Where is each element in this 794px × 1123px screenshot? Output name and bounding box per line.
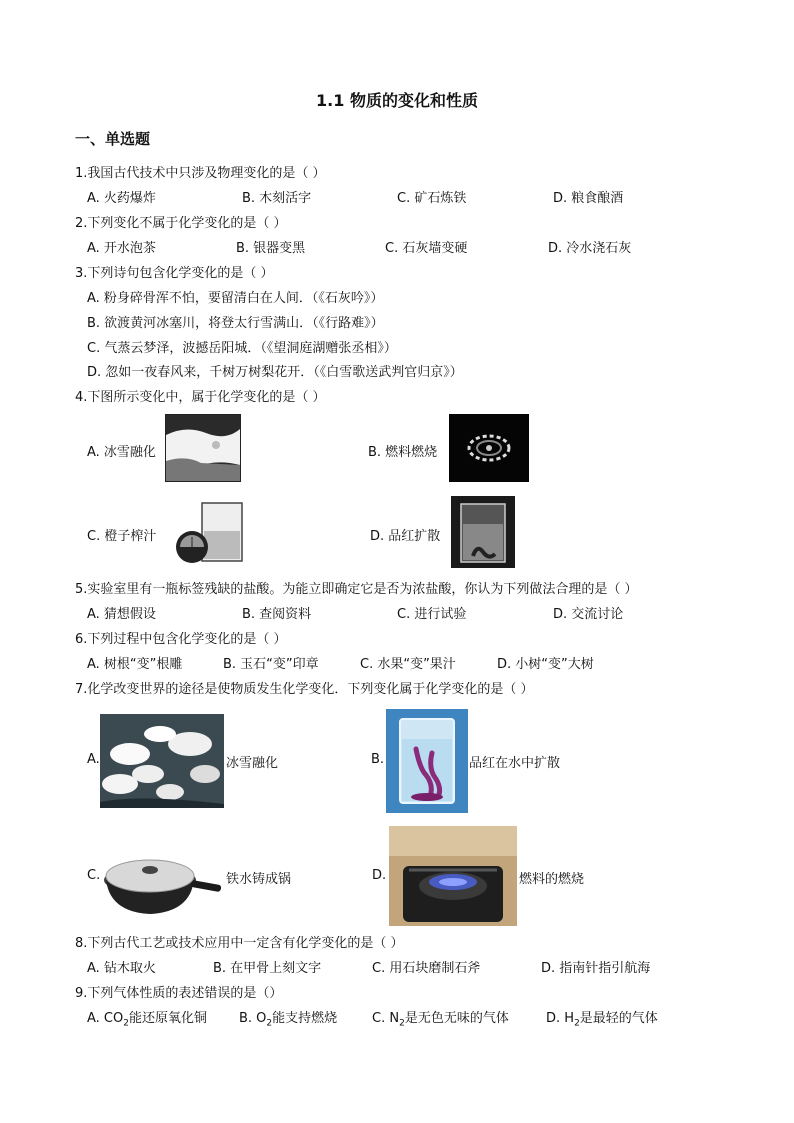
q7-option-a-letter: A.: [87, 752, 100, 767]
orange-juicing-photo: [172, 497, 250, 567]
q9-option-a: A. $CO_2$能还原氧化铜: [87, 1011, 207, 1029]
q7-option-c-text: 铁水铸成锅: [226, 872, 292, 887]
q4-option-d: D. 品红扩散: [370, 529, 441, 544]
iron-wok-photo: [100, 830, 224, 918]
q6-option-d: D. 小树“变”大树: [497, 657, 594, 672]
q5-option-c: C. 进行试验: [397, 607, 467, 622]
q1-option-d: D. 粮食酿酒: [553, 191, 624, 206]
q4-option-b: B. 燃料燃烧: [368, 445, 438, 460]
q5-option-b: B. 查阅资料: [242, 607, 312, 622]
q8-option-d: D. 指南针指引航海: [541, 961, 651, 976]
page-title: 1.1 物质的变化和性质: [316, 91, 478, 110]
question-2-stem: 2.下列变化不属于化学变化的是（ ）: [75, 216, 287, 231]
q9-option-d: D. $H_2$是最轻的气体: [546, 1011, 658, 1029]
question-1-stem: 1.我国古代技术中只涉及物理变化的是（ ）: [75, 166, 326, 181]
q5-option-a: A. 猜想假设: [87, 607, 156, 622]
question-7-stem: 7.化学改变世界的途径是使物质发生化学变化．下列变化属于化学变化的是（ ）: [75, 682, 534, 697]
q1-option-a: A. 火药爆炸: [87, 191, 156, 206]
q7-option-b-letter: B.: [371, 752, 385, 767]
q7-option-a-text: 冰雪融化: [226, 756, 279, 771]
dye-diffusion-photo: [451, 496, 515, 568]
question-9-stem: 9.下列气体性质的表述错误的是（）: [75, 986, 283, 1001]
snow-melting-photo: [100, 714, 224, 808]
q2-option-d: D. 冷水浇石灰: [548, 241, 632, 256]
q9-option-c: C. $N_2$是无色无味的气体: [372, 1011, 509, 1029]
section-heading: 一、单选题: [75, 130, 151, 148]
q8-option-a: A. 钻木取火: [87, 961, 156, 976]
q1-option-c: C. 矿石炼铁: [397, 191, 467, 206]
beaker-dye-photo: [386, 709, 468, 813]
question-6-stem: 6.下列过程中包含化学变化的是（ ）: [75, 632, 287, 647]
q3-option-b: B. 欲渡黄河冰塞川，将登太行雪满山．（《行路难》）: [87, 316, 384, 331]
q1-option-b: B. 木刻活字: [242, 191, 312, 206]
gas-stove-photo: [389, 826, 517, 926]
q8-option-b: B. 在甲骨上刻文字: [213, 961, 322, 976]
q2-option-a: A. 开水泡茶: [87, 241, 156, 256]
question-4-stem: 4.下图所示变化中，属于化学变化的是（ ）: [75, 390, 326, 405]
question-5-stem: 5.实验室里有一瓶标签残缺的盐酸。为能立即确定它是否为浓盐酸，你认为下列做法合理的是（ ）: [75, 582, 638, 597]
q4-option-a: A. 冰雪融化: [87, 445, 156, 460]
q4-option-c: C. 橙子榨汁: [87, 529, 157, 544]
q6-option-a: A. 树根“变”根雕: [87, 657, 183, 672]
q6-option-c: C. 水果“变”果汁: [360, 657, 456, 672]
q2-option-b: B. 银器变黑: [236, 241, 306, 256]
q7-option-d-text: 燃料的燃烧: [519, 872, 585, 887]
q3-option-d: D. 忽如一夜春风来，千树万树梨花开．（《白雪歌送武判官归京》）: [87, 365, 463, 380]
question-3-stem: 3.下列诗句包含化学变化的是（ ）: [75, 266, 274, 281]
q8-option-c: C. 用石块磨制石斧: [372, 961, 481, 976]
q7-option-d-letter: D.: [372, 868, 387, 883]
q7-option-b-text: 品红在水中扩散: [469, 756, 561, 771]
ice-melting-photo: [165, 414, 241, 482]
q2-option-c: C. 石灰墙变硬: [385, 241, 468, 256]
q7-option-c-letter: C.: [87, 868, 101, 883]
q6-option-b: B. 玉石“变”印章: [223, 657, 319, 672]
q9-option-b: B. $O_2$能支持燃烧: [239, 1011, 338, 1029]
q3-option-a: A. 粉身碎骨浑不怕，要留清白在人间．（《石灰吟》）: [87, 291, 384, 306]
burner-flame-photo: [449, 414, 529, 482]
q3-option-c: C. 气蒸云梦泽，波撼岳阳城．（《望洞庭湖赠张丞相》）: [87, 341, 397, 356]
q5-option-d: D. 交流讨论: [553, 607, 624, 622]
question-8-stem: 8.下列古代工艺或技术应用中一定含有化学变化的是（ ）: [75, 936, 404, 951]
